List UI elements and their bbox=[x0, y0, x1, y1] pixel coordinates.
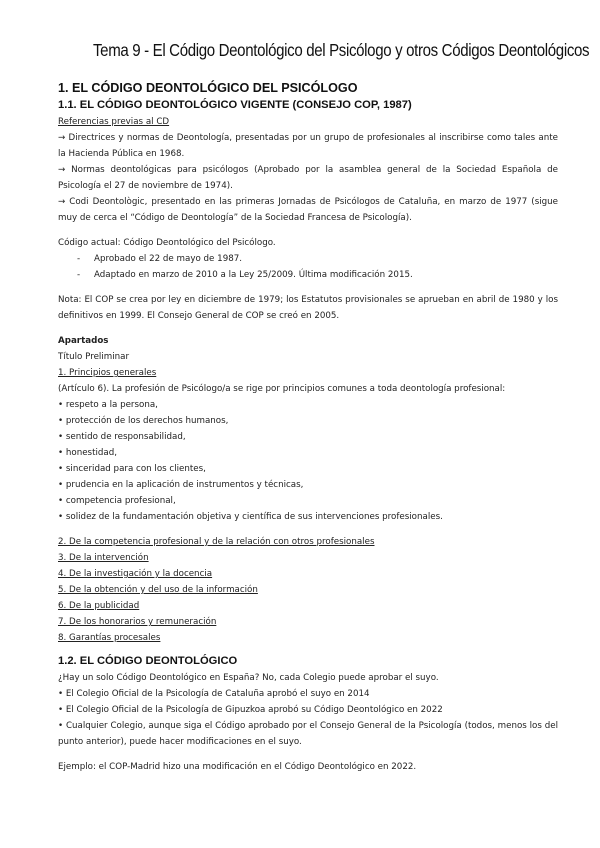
apartado-item: 3. De la intervención bbox=[58, 553, 149, 563]
principle-item: • sinceridad para con los clientes, bbox=[58, 464, 206, 474]
titulo-preliminar: Título Preliminar bbox=[58, 352, 130, 362]
principle-item: • protección de los derechos humanos, bbox=[58, 416, 229, 426]
reference-item: → Normas deontológicas para psicólogos (Aprobado por la asamblea general de la Sociedad Española de Psicología el 27 de noviembre de 1974). bbox=[58, 165, 558, 191]
section-heading: 1. EL CÓDIGO DEONTOLÓGICO DEL PSICÓLOGO bbox=[58, 81, 358, 95]
apartado-item: 6. De la publicidad bbox=[58, 601, 140, 611]
apartado-item: 5. De la obtención y del uso de la información bbox=[58, 585, 258, 595]
current-code-text: Código actual: Código Deontológico del Psicólogo. bbox=[58, 238, 276, 248]
apartado-item: 4. De la investigación y la docencia bbox=[58, 569, 213, 579]
principle-item: • honestidad, bbox=[58, 448, 118, 458]
bullet-item: • El Colegio Oficial de la Psicología de Cataluña aprobó el suyo en 2014 bbox=[58, 689, 370, 699]
document-page bbox=[58, 40, 590, 775]
principle-item: • sentido de responsabilidad, bbox=[58, 432, 186, 442]
references-label: Referencias previas al CD bbox=[58, 117, 170, 127]
principle-item: • respeto a la persona, bbox=[58, 400, 158, 410]
apartado-item: 7. De los honorarios y remuneración bbox=[58, 617, 217, 627]
principle-item: • solidez de la fundamentación objetiva y científica de sus intervenciones profesionales. bbox=[58, 512, 443, 522]
example-text: Ejemplo: el COP-Madrid hizo una modificación en el Código Deontológico en 2022. bbox=[58, 762, 417, 772]
apartados-label: Apartados bbox=[58, 336, 109, 346]
apartado-item: 8. Garantías procesales bbox=[58, 633, 161, 643]
principle-item: • competencia profesional, bbox=[58, 496, 176, 506]
question-text: ¿Hay un solo Código Deontológico en España? No, cada Colegio puede aprobar el suyo. bbox=[58, 673, 439, 683]
list-item: - Aprobado el 22 de mayo de 1987. bbox=[58, 251, 558, 267]
note-text: Nota: El COP se crea por ley en diciembre de 1979; los Estatutos provisionales se aprueban en abril de 1980 y los definitivos en 1999. El Consejo General de COP se creó en 2005. bbox=[58, 295, 558, 321]
principles-label: 1. Principios generales bbox=[58, 368, 157, 378]
subsection-heading: 1.2. EL CÓDIGO DEONTOLÓGICO bbox=[58, 655, 238, 667]
principles-intro: (Artículo 6). La profesión de Psicólogo/a se rige por principios comunes a toda deontología profesional: bbox=[58, 384, 506, 394]
list-item: - Adaptado en marzo de 2010 a la Ley 25/2009. Última modificación 2015. bbox=[58, 267, 558, 283]
apartado-item: 2. De la competencia profesional y de la relación con otros profesionales bbox=[58, 537, 375, 547]
bullet-item: • Cualquier Colegio, aunque siga el Código aprobado por el Consejo General de la Psicología (todos, menos los del punto anterior), puede hacer modificaciones en el suyo. bbox=[58, 721, 558, 747]
bullet-item: • El Colegio Oficial de la Psicología de Gipuzkoa aprobó su Código Deontológico en 2022 bbox=[58, 705, 443, 715]
subsection-heading: 1.1. EL CÓDIGO DEONTOLÓGICO VIGENTE (CONSEJO COP, 1987) bbox=[58, 99, 412, 111]
principle-item: • prudencia en la aplicación de instrumentos y técnicas, bbox=[58, 480, 304, 490]
current-code-list bbox=[58, 251, 558, 283]
reference-item: → Directrices y normas de Deontología, presentadas por un grupo de profesionales al inscribirse como tales ante la Hacienda Pública en 1968. bbox=[58, 133, 558, 159]
reference-item: → Codi Deontològic, presentado en las primeras Jornadas de Psicólogos de Cataluña, en marzo de 1977 (sigue muy de cerca el “Código de Deontología” de la Sociedad Francesa de Psicología). bbox=[58, 197, 558, 223]
page-title: Tema 9 - El Código Deontológico del Psicólogo y otros Códigos Deontológicos bbox=[93, 40, 590, 60]
